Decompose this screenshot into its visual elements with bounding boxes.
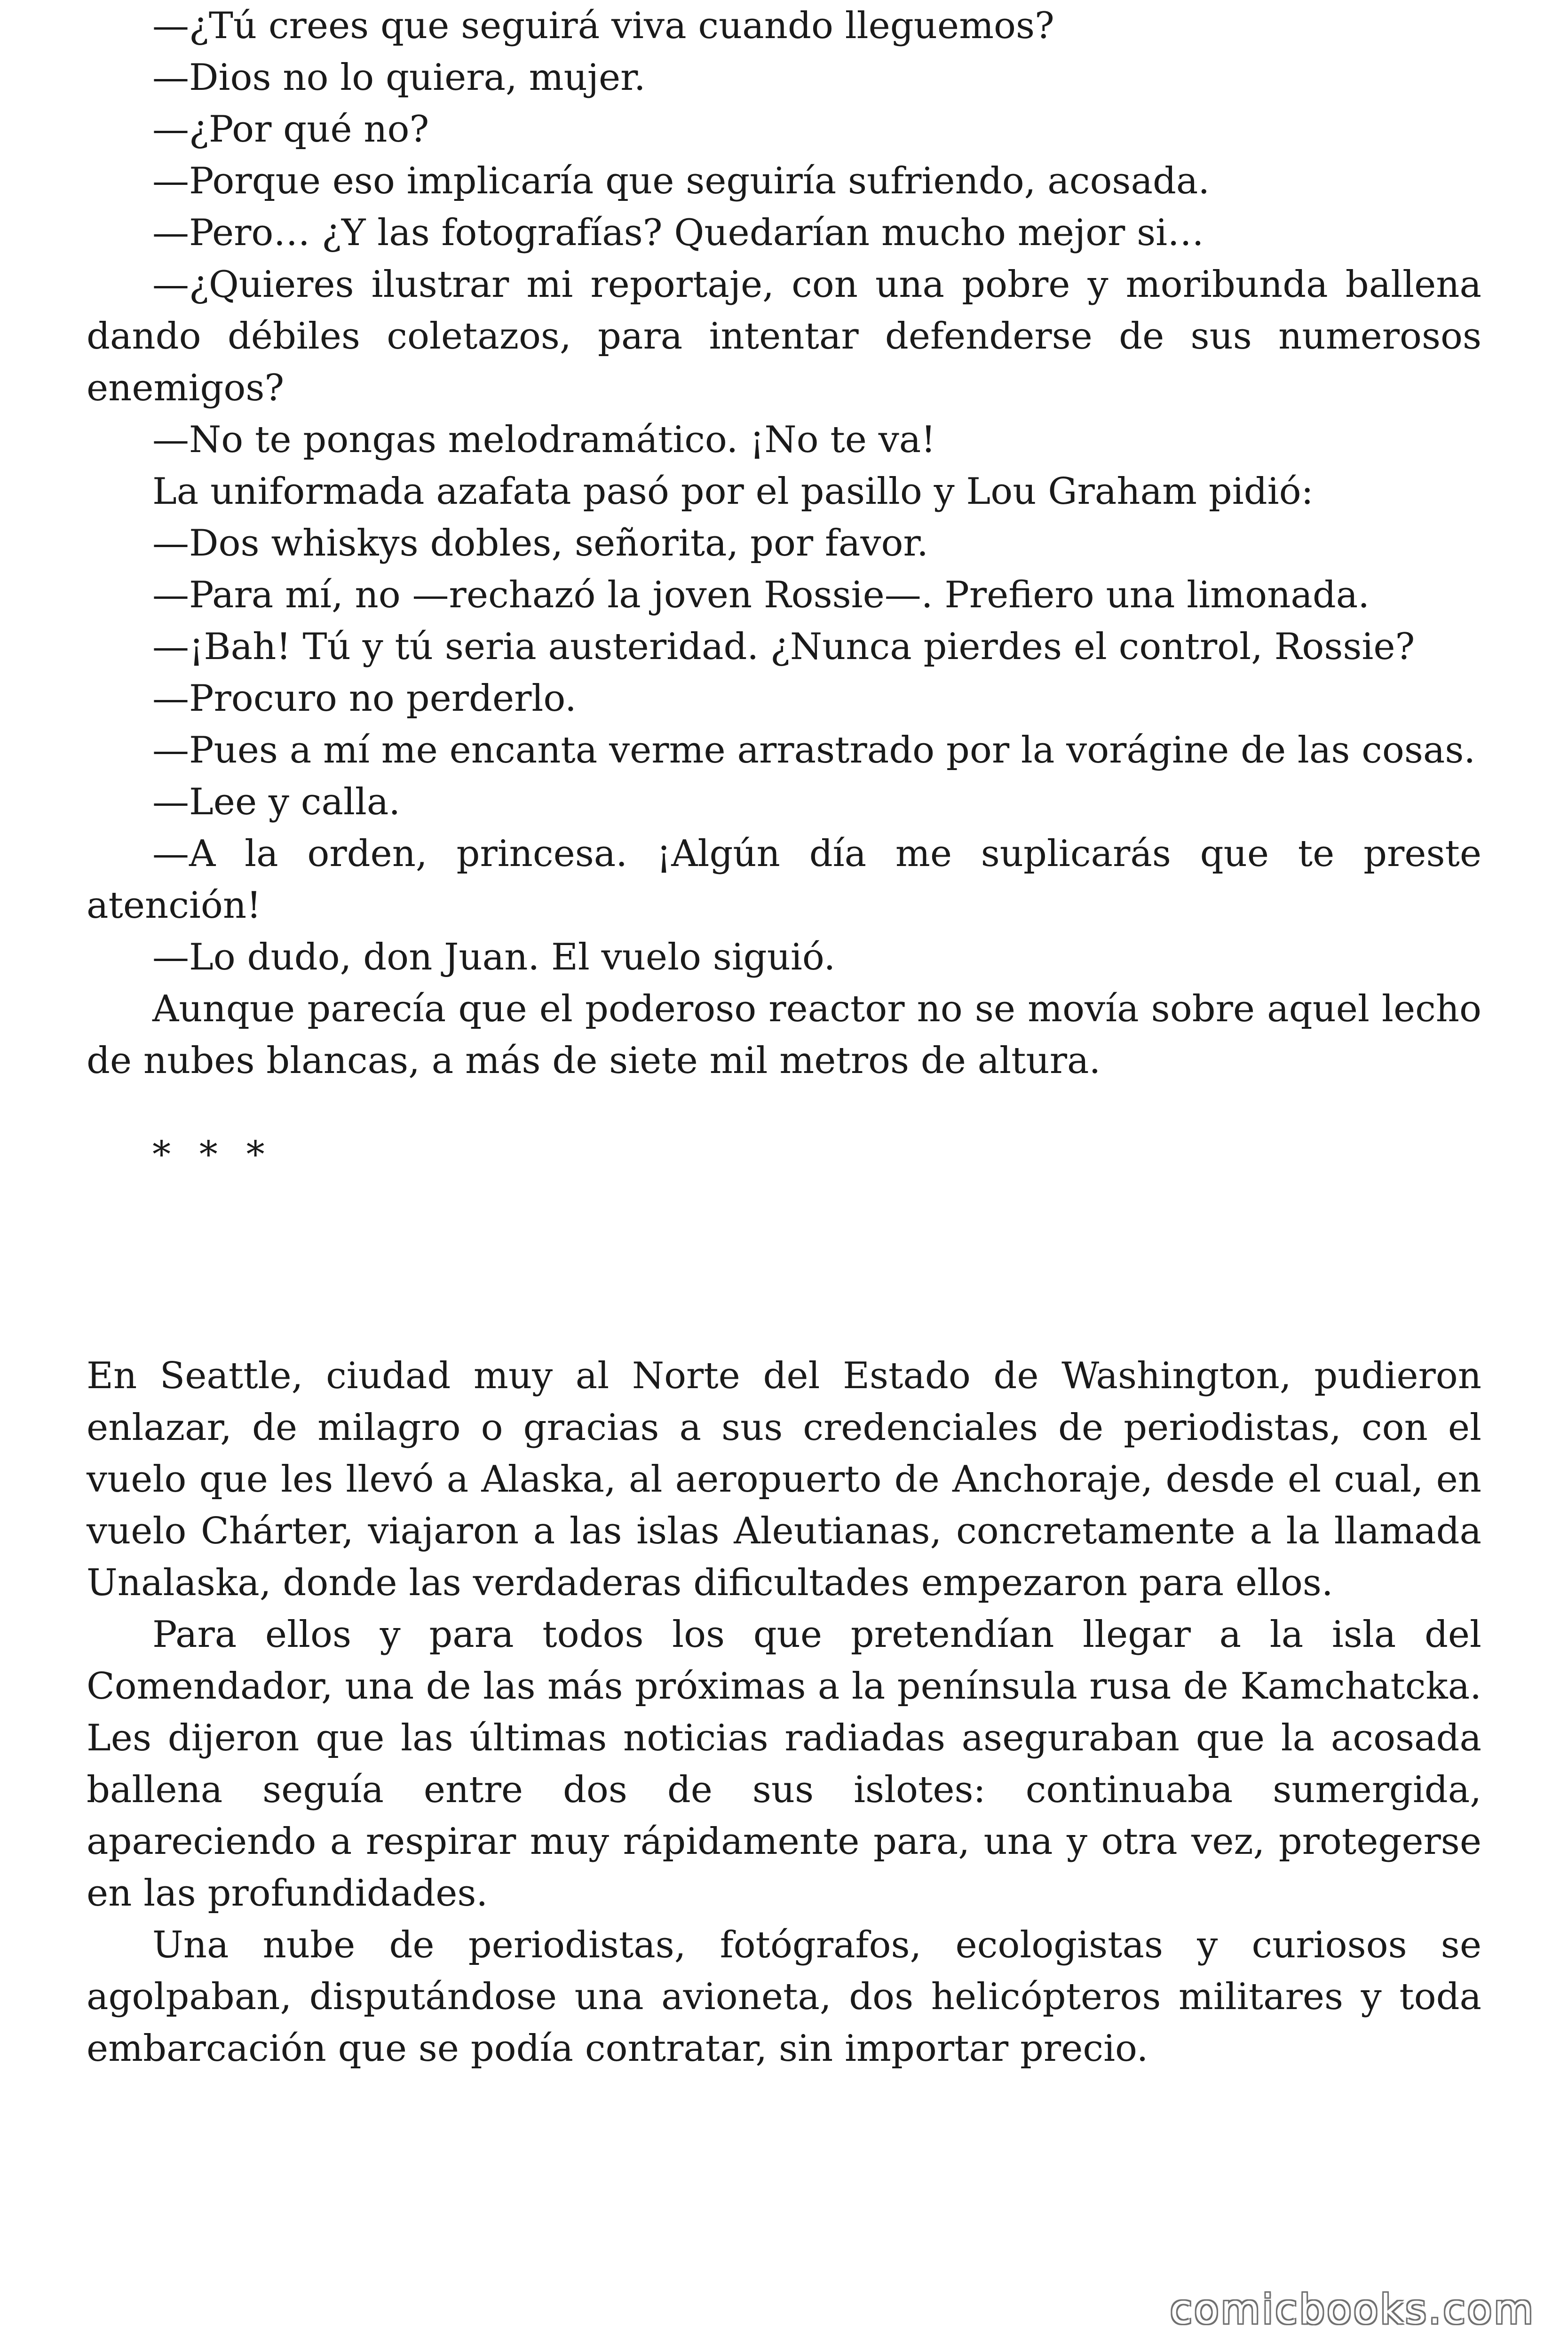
narration-paragraph: La uniformada azafata pasó por el pasillo y Lou Graham pidió:: [152, 470, 1314, 513]
dialogue-paragraph: —¿Por qué no?: [152, 108, 429, 151]
narration-paragraph: Para ellos y para todos los que pretendían llegar a la isla del Comendador, una de las más próximas a la península rusa de Kamchatcka. Les dijeron que las últimas noticias radiadas aseguraban que la acosada ballena seguía entre dos de sus islotes: continuaba sumergida, apareciendo a respirar muy rápidamente para, una y otra vez, protegerse en las profundidades.: [87, 1613, 1481, 1915]
dialogue-paragraph: —Lee y calla.: [152, 781, 401, 823]
dialogue-paragraph: —Pues a mí me encanta verme arrastrado por la vorágine de las cosas.: [152, 729, 1476, 771]
dialogue-paragraph: —Dios no lo quiera, mujer.: [152, 56, 646, 99]
narration-paragraph: En Seattle, ciudad muy al Norte del Estado de Washington, pudieron enlazar, de milagro o gracias a sus credenciales de periodistas, con el vuelo que les llevó a Alaska, al aeropuerto de Anchoraje, desde el cual, en vuelo Chárter, viajaron a las islas Aleutianas, concretamente a la llamada Unalaska, donde las verdaderas dificultades empezaron para ellos.: [87, 1355, 1481, 1604]
dialogue-paragraph: —A la orden, princesa. ¡Algún día me suplicarás que te preste atención!: [87, 833, 1481, 927]
section-separator: * * *: [152, 1134, 273, 1176]
section-gap: [87, 1181, 1481, 1350]
book-page: [87, 0, 1481, 2074]
dialogue-paragraph: —No te pongas melodramático. ¡No te va!: [152, 419, 936, 461]
dialogue-paragraph: —Lo dudo, don Juan. El vuelo siguió.: [152, 936, 836, 978]
dialogue-paragraph: —Dos whiskys dobles, señorita, por favor.: [152, 522, 928, 564]
dialogue-paragraph: —Procuro no perderlo.: [152, 677, 577, 720]
dialogue-paragraph: —¿Quieres ilustrar mi reportaje, con una pobre y moribunda ballena dando débiles coletazos, para intentar defenderse de sus numerosos enemigos?: [87, 263, 1481, 409]
dialogue-paragraph: —¡Bah! Tú y tú seria austeridad. ¿Nunca pierdes el control, Rossie?: [152, 626, 1415, 668]
narration-paragraph: Una nube de periodistas, fotógrafos, ecologistas y curiosos se agolpaban, disputándose una avioneta, dos helicópteros militares y toda embarcación que se podía contratar, sin importar precio.: [87, 1924, 1481, 2070]
watermark: comicbooks.com: [1170, 2286, 1535, 2333]
narration-paragraph: Aunque parecía que el poderoso reactor no se movía sobre aquel lecho de nubes blancas, a más de siete mil metros de altura.: [87, 988, 1481, 1082]
dialogue-paragraph: —Porque eso implicaría que seguiría sufriendo, acosada.: [152, 160, 1210, 202]
dialogue-paragraph: —¿Tú crees que seguirá viva cuando lleguemos?: [152, 5, 1054, 47]
dialogue-paragraph: —Pero… ¿Y las fotografías? Quedarían mucho mejor si…: [152, 212, 1204, 254]
dialogue-paragraph: —Para mí, no —rechazó la joven Rossie—. Prefiero una limonada.: [152, 574, 1370, 616]
